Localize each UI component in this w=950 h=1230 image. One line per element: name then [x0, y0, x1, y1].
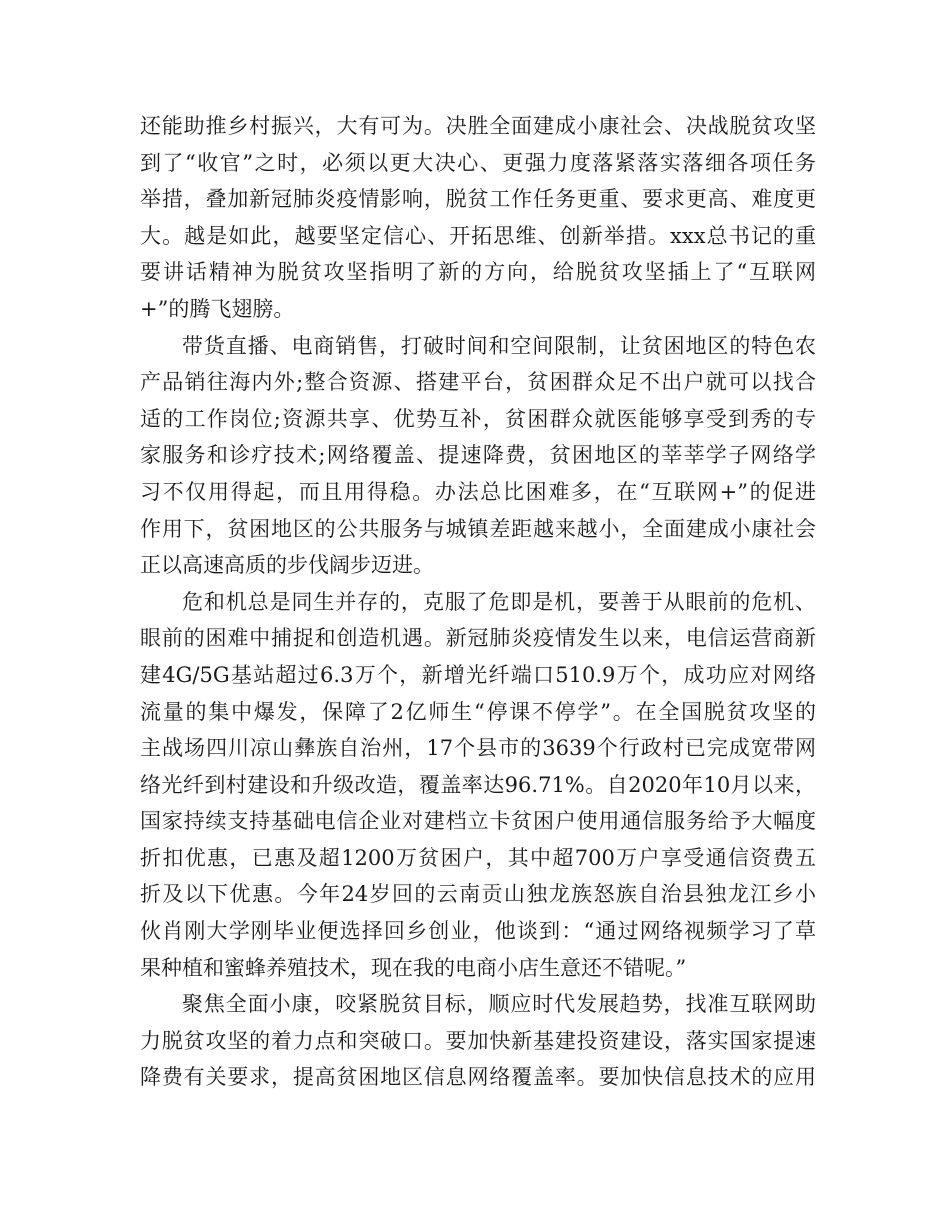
text-line: 国家持续支持基础电信企业对建档立卡贫困户使用通信服务给予大幅度 — [140, 809, 816, 834]
text-line: 危和机总是同生并存的，克服了危即是机，要善于从眼前的危机、 — [182, 589, 816, 614]
text-line: 习不仅用得起，而且用得稳。办法总比困难多，在“互联网+”的促进 — [140, 479, 816, 504]
text-line: 带货直播、电商销售，打破时间和空间限制，让贫困地区的特色农 — [182, 333, 816, 358]
text-line: 大。越是如此，越要坚定信心、开拓思维、创新举措。xxx总书记的重 — [140, 223, 816, 248]
text-line: 建4G/5G基站超过6.3万个，新增光纤端口510.9万个，成功应对网络 — [140, 662, 816, 687]
text-line: 果种植和蜜蜂养殖技术，现在我的电商小店生意还不错呢。” — [140, 955, 687, 980]
text-line: 还能助推乡村振兴，大有可为。决胜全面建成小康社会、决战脱贫攻坚 — [140, 114, 816, 138]
text-line: 折及以下优惠。今年24岁回的云南贡山独龙族怒族自治县独龙江乡小 — [140, 882, 816, 907]
text-line: +”的腾飞翅膀。 — [140, 296, 295, 321]
text-line: 流量的集中爆发，保障了2亿师生“停课不停学”。在全国脱贫攻坚的 — [140, 699, 816, 724]
text-line: 降费有关要求，提高贫困地区信息网络覆盖率。要加快信息技术的应用 — [140, 1065, 816, 1090]
text-line: 适的工作岗位;资源共享、优势互补，贫困群众就医能够享受到秀的专 — [140, 406, 816, 431]
text-line: 聚焦全面小康，咬紧脱贫目标，顺应时代发展趋势，找准互联网助 — [182, 992, 816, 1017]
text-line: 举措，叠加新冠肺炎疫情影响，脱贫工作任务更重、要求更高、难度更 — [140, 187, 816, 212]
text-line: 正以高速高质的步伐阔步迈进。 — [140, 553, 434, 578]
text-line: 产品销往海内外;整合资源、搭建平台，贫困群众足不出户就可以找合 — [140, 370, 816, 395]
text-line: 伙肖刚大学刚毕业便选择回乡创业，他谈到：“通过网络视频学习了草 — [140, 919, 816, 944]
text-line: 家服务和诊疗技术;网络覆盖、提速降费，贫困地区的莘莘学子网络学 — [140, 443, 816, 468]
text-line: 络光纤到村建设和升级改造，覆盖率达96.71%。自2020年10月以来， — [140, 772, 816, 797]
text-line: 眼前的困难中捕捉和创造机遇。新冠肺炎疫情发生以来，电信运营商新 — [140, 626, 816, 651]
text-line: 主战场四川凉山彝族自治州，17个县市的3639个行政村已完成宽带网 — [140, 736, 816, 761]
body-text — [140, 108, 816, 1096]
text-line: 到了“收官”之时，必须以更大决心、更强力度落紧落实落细各项任务 — [140, 150, 816, 175]
text-line: 折扣优惠，已惠及超1200万贫困户，其中超700万户享受通信资费五 — [140, 845, 816, 870]
text-line: 作用下，贫困地区的公共服务与城镇差距越来越小，全面建成小康社会 — [140, 516, 816, 541]
text-line: 要讲话精神为脱贫攻坚指明了新的方向，给脱贫攻坚插上了“互联网 — [140, 260, 816, 285]
text-line: 力脱贫攻坚的着力点和突破口。要加快新基建投资建设，落实国家提速 — [140, 1028, 816, 1053]
